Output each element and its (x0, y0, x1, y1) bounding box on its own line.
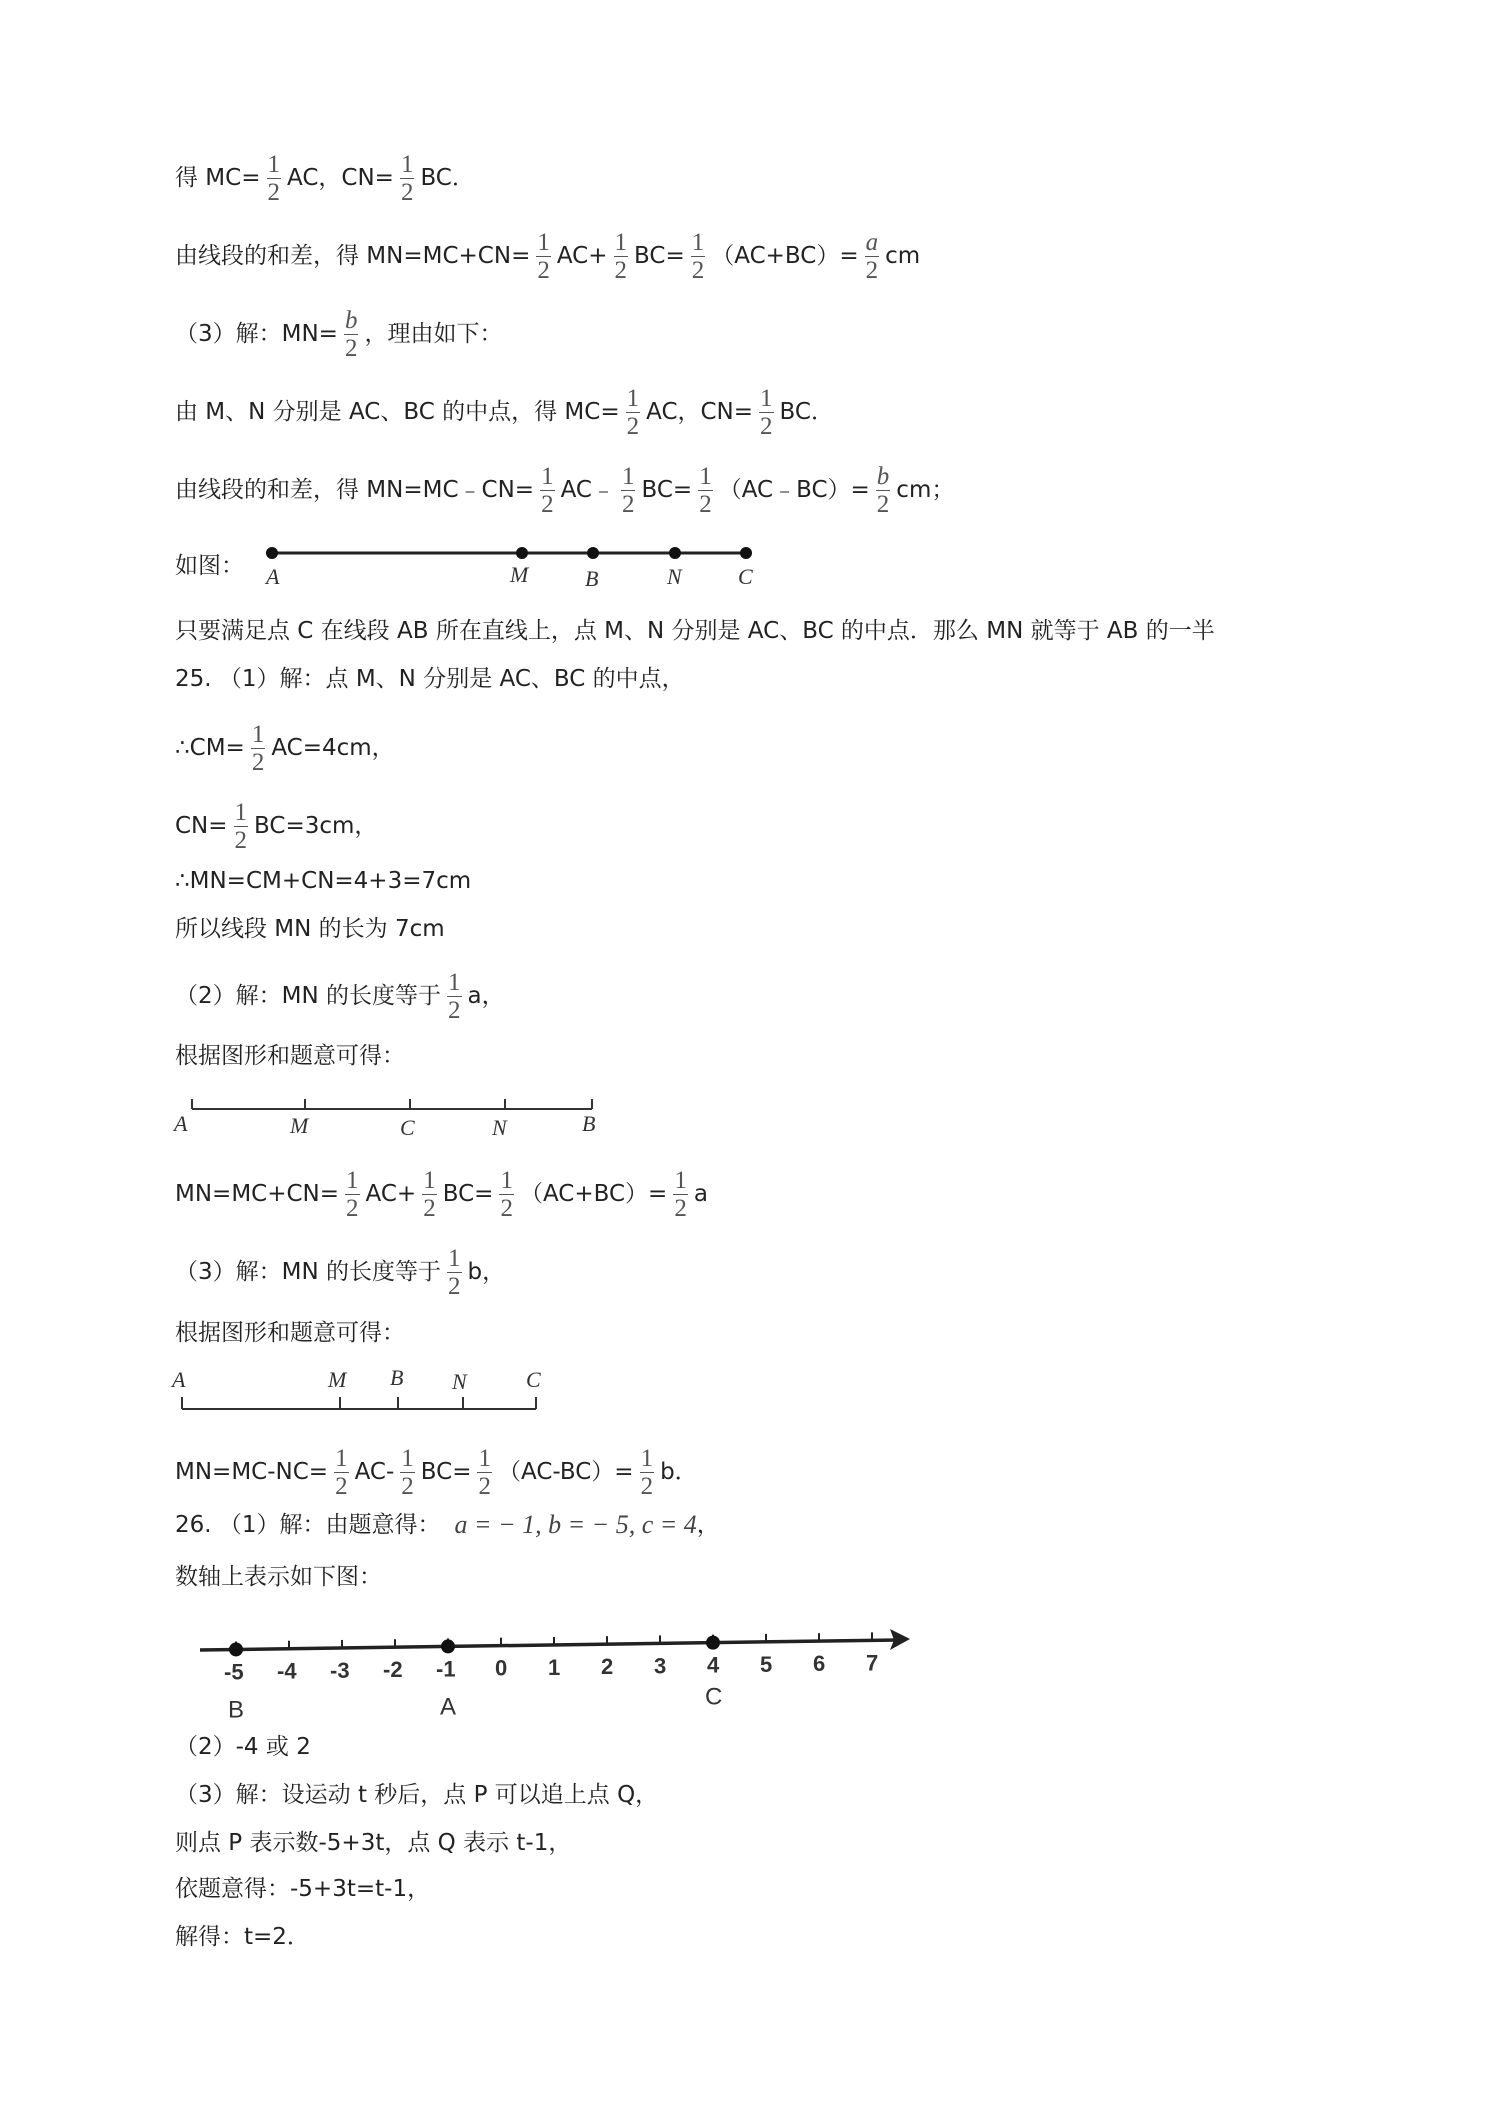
text: BC． (420, 165, 475, 191)
text: BC= (634, 243, 685, 269)
fraction-half: $\frac{1}{2}$ (401, 1445, 414, 1500)
line-cn (175, 800, 377, 853)
text: 由线段的和差，得 MN=MC﹣CN= (175, 477, 535, 503)
text: AC+ (365, 1181, 417, 1207)
fraction-half: $\frac{1}{2}$ (423, 1167, 436, 1222)
fraction-half: $\frac{1}{2}$ (500, 1167, 513, 1222)
fraction-half: $\frac{1}{2}$ (448, 969, 461, 1024)
text: b． (660, 1459, 698, 1485)
text: ，理由如下： (364, 321, 503, 347)
fraction-half: $\frac{1}{2}$ (699, 463, 712, 518)
fraction-half: $\frac{1}{2}$ (640, 1445, 654, 1500)
fraction-b-half: $\frac{b}{2}$ (876, 463, 890, 518)
line-mn-half-b (175, 1446, 698, 1499)
tick-label: 4 (707, 1652, 720, 1678)
label-b: B (390, 1365, 404, 1390)
fraction-half: $\frac{1}{2}$ (621, 463, 635, 518)
label-m: M (510, 562, 529, 587)
text: 只要满足点 C 在线段 AB 所在直线上，点 M、N 分别是 AC、BC 的中点．那么 MN 就等于 AB 的一半 (175, 618, 1215, 644)
point-b (587, 547, 599, 559)
axis-line (200, 1640, 896, 1650)
tick-label: 0 (495, 1655, 508, 1681)
fraction-half: $\frac{1}{2}$ (251, 721, 265, 776)
text: 如图： (175, 553, 244, 579)
line-q26-3 (175, 1784, 658, 1807)
line-cm (175, 722, 395, 775)
label-m: M (290, 1113, 309, 1138)
fraction-half: $\frac{1}{2}$ (346, 1167, 359, 1222)
line-mn-length (175, 918, 445, 941)
fraction-half: $\frac{1}{2}$ (626, 385, 640, 440)
text: ∴MN=CM+CN=4+3=7cm (175, 868, 472, 894)
text: （2）解：MN 的长度等于 (175, 983, 441, 1009)
line-sum-a (175, 230, 920, 283)
label-a: A (172, 1367, 186, 1392)
text: MN=MC-NC= (175, 1459, 329, 1485)
text: BC． (779, 399, 834, 425)
text: （AC+BC）= (711, 243, 859, 269)
text: CN= (175, 813, 228, 839)
point-b (229, 1642, 243, 1656)
fraction-half: $\frac{1}{2}$ (478, 1445, 491, 1500)
point-label: A (440, 1693, 457, 1721)
text: 所以线段 MN 的长为 7cm (175, 916, 445, 942)
tick-label: 5 (760, 1651, 773, 1677)
label-c: C (526, 1367, 541, 1392)
point-c (740, 547, 752, 559)
line-q26-2 (175, 1736, 311, 1759)
fraction-b-half: $\frac{b}{2}$ (344, 307, 358, 362)
segment-figure-1 (250, 540, 790, 590)
line-by-figure (175, 1045, 405, 1068)
text: AC=4cm， (271, 735, 395, 761)
line-by-figure-2 (175, 1322, 405, 1345)
line-part3-header (175, 308, 502, 361)
line-q25-3 (175, 1246, 505, 1299)
label-c: C (400, 1115, 415, 1140)
tick-label: -4 (277, 1658, 297, 1684)
text: ∴CM= (175, 735, 245, 761)
point-a (266, 547, 278, 559)
line-mc-cn (175, 152, 475, 205)
line-conclusion (175, 620, 1215, 643)
point-label: C (705, 1683, 723, 1711)
text: 由线段的和差，得 MN=MC+CN= (175, 243, 531, 269)
tick-label: -2 (383, 1657, 403, 1683)
text: 由 M、N 分别是 AC、BC 的中点，得 MC= (175, 399, 620, 425)
text: BC= (420, 1459, 472, 1485)
tick-label: 1 (548, 1654, 561, 1680)
point-label: B (228, 1696, 245, 1724)
line-p-q-expr (175, 1832, 571, 1855)
line-figure-label (175, 555, 244, 578)
text: b， (467, 1259, 506, 1285)
line-difference-b (175, 464, 954, 517)
text: ， (696, 1511, 720, 1538)
line-number-line-label (175, 1566, 382, 1589)
text: AC，CN= (646, 399, 754, 425)
tick-label: 3 (654, 1653, 667, 1679)
fraction-a-half: $\frac{a}{2}$ (865, 229, 879, 284)
number-line (200, 1629, 910, 1723)
text: BC=3cm， (254, 813, 378, 839)
text: （3）解：MN 的长度等于 (175, 1259, 441, 1285)
tick-label: -3 (330, 1657, 350, 1683)
line-midpoints (175, 386, 834, 439)
point-n (669, 547, 681, 559)
label-m: M (328, 1367, 347, 1392)
text: 25. （1）解：点 M、N 分别是 AC、BC 的中点， (175, 666, 685, 692)
text: （3）解：MN= (175, 321, 338, 347)
tick-label: 2 (601, 1654, 614, 1680)
text: AC- (354, 1459, 395, 1485)
label-n: N (667, 564, 682, 589)
text: （AC-BC）= (497, 1459, 634, 1485)
label-a: A (266, 564, 280, 589)
text: BC= (641, 477, 693, 503)
line-q26-1 (175, 1512, 720, 1538)
text: （AC+BC）= (519, 1181, 668, 1207)
math-expression: a = − 1, b = − 5, c = 4 (454, 1510, 697, 1539)
tick-label: -1 (436, 1656, 456, 1682)
fraction-half: $\frac{1}{2}$ (760, 385, 773, 440)
fraction-half: $\frac{1}{2}$ (691, 229, 705, 284)
label-n: N (452, 1369, 467, 1394)
line-q25-2 (175, 970, 505, 1023)
tick-label: 6 (813, 1651, 826, 1677)
tick-label: -5 (224, 1659, 244, 1685)
text: 根据图形和题意可得： (175, 1043, 405, 1069)
text: （3）解：设运动 t 秒后，点 P 可以追上点 Q， (175, 1782, 659, 1808)
text: AC+ (556, 243, 608, 269)
tick-label: 7 (866, 1650, 879, 1676)
text: a， (467, 983, 505, 1009)
text: 根据图形和题意可得： (175, 1320, 405, 1346)
label-c: C (738, 564, 753, 589)
text: MN=MC+CN= (175, 1181, 340, 1207)
line-mn-sum (175, 870, 471, 893)
line-q25-1 (175, 668, 685, 691)
segment-figure-2 (172, 1095, 632, 1145)
text: a (693, 1181, 708, 1207)
label-a: A (174, 1111, 188, 1136)
fraction-half: $\frac{1}{2}$ (674, 1167, 687, 1222)
point-a (441, 1639, 455, 1653)
text: 解得：t=2． (175, 1924, 310, 1950)
fraction-half: $\frac{1}{2}$ (335, 1445, 348, 1500)
point-c (706, 1636, 720, 1650)
text: cm (885, 243, 921, 269)
fraction-half: $\frac{1}{2}$ (614, 229, 628, 284)
label-b: B (582, 1111, 596, 1136)
fraction-half: $\frac{1}{2}$ (541, 463, 554, 518)
text: 得 MC= (175, 165, 261, 191)
fraction-half: $\frac{1}{2}$ (448, 1245, 461, 1300)
label-b: B (585, 566, 599, 590)
text: 则点 P 表示数-5+3t，点 Q 表示 t-1， (175, 1830, 572, 1856)
text: 依题意得：-5+3t=t-1， (175, 1876, 431, 1902)
label-n: N (492, 1115, 507, 1140)
fraction-half: $\frac{1}{2}$ (234, 799, 248, 854)
text: 26. （1）解：由题意得： (175, 1511, 441, 1538)
text: AC，CN= (287, 165, 394, 191)
text: （2）-4 或 2 (175, 1734, 311, 1760)
point-m (516, 547, 528, 559)
text: cm； (896, 477, 955, 503)
fraction-half: $\frac{1}{2}$ (400, 151, 414, 206)
text: AC﹣ (560, 477, 615, 503)
fraction-half: $\frac{1}{2}$ (537, 229, 550, 284)
number-line-figure (190, 1620, 930, 1730)
line-mn-half-a (175, 1168, 708, 1221)
line-solution (175, 1926, 310, 1949)
text: 数轴上表示如下图： (175, 1564, 382, 1590)
text: （AC﹣BC）= (718, 477, 870, 503)
fraction-half: $\frac{1}{2}$ (267, 151, 280, 206)
line-equation (175, 1878, 430, 1901)
text: BC= (442, 1181, 494, 1207)
segment-figure-3 (170, 1365, 570, 1425)
